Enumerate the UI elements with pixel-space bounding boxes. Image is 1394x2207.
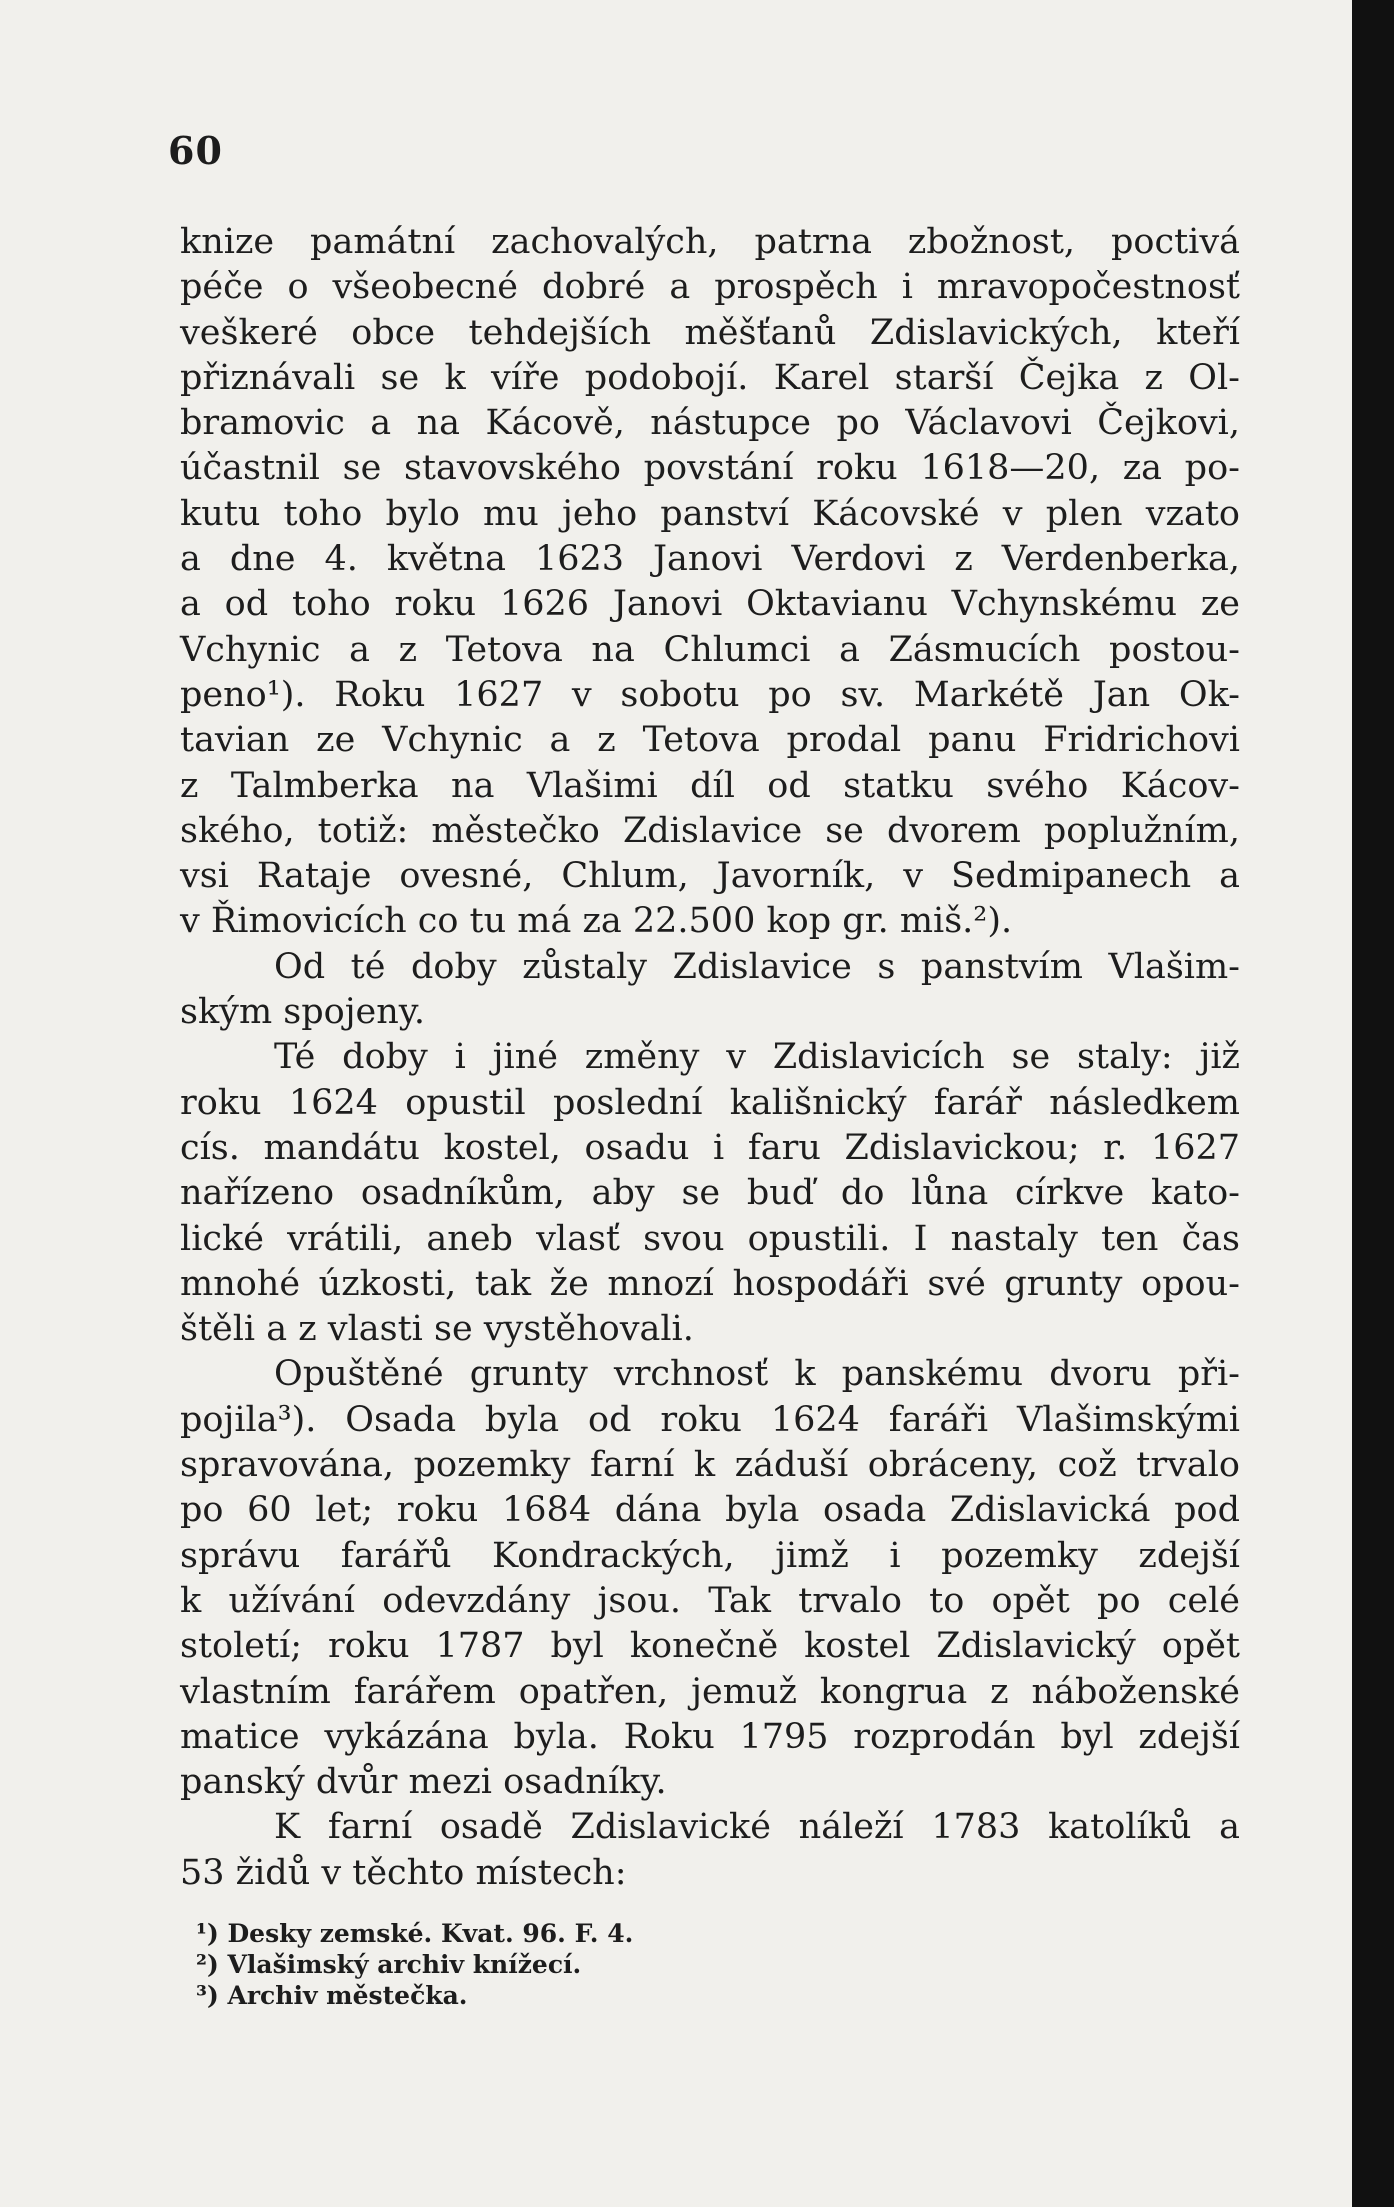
text-line: a od toho roku 1626 Janovi Oktavianu Vchynskému ze	[180, 584, 1240, 625]
text-line: Od té doby zůstaly Zdislavice s panstvím Vlašim-	[274, 946, 1240, 987]
footnote: ¹) Desky zemské. Kvat. 96. F. 4.	[196, 1919, 634, 1948]
text-line: z Talmberka na Vlašimi díl od statku svého Kácov-	[180, 765, 1240, 806]
text-line: lické vrátili, aneb vlasť svou opustili. I nastaly ten čas	[180, 1218, 1240, 1259]
text-line: vsi Rataje ovesné, Chlum, Javorník, v Sedmipanech a	[180, 856, 1240, 897]
text-line: správu farářů Kondrackých, jimž i pozemky zdejší	[180, 1535, 1240, 1576]
text-line: přiznávali se k víře podobojí. Karel starší Čejka z Ol-	[180, 357, 1240, 398]
text-line: veškeré obce tehdejších měšťanů Zdislavických, kteří	[180, 312, 1240, 353]
body-text	[180, 220, 1240, 1896]
text-line: století; roku 1787 byl konečně kostel Zdislavický opět	[180, 1626, 1240, 1667]
text-line: účastnil se stavovského povstání roku 1618—20, za po-	[180, 448, 1240, 489]
text-line: pojila³). Osada byla od roku 1624 faráři Vlašimskými	[180, 1399, 1240, 1440]
text-line: 53 židů v těchto místech:	[180, 1852, 627, 1893]
footnote: ²) Vlašimský archiv knížecí.	[196, 1950, 582, 1979]
text-line: vlastním farářem opatřen, jemuž kongrua z náboženské	[180, 1671, 1240, 1712]
text-line: po 60 let; roku 1684 dána byla osada Zdislavická pod	[180, 1490, 1240, 1531]
text-line: spravována, pozemky farní k záduší obráceny, což trvalo	[180, 1445, 1240, 1486]
text-line: k užívání odevzdány jsou. Tak trvalo to opět po celé	[180, 1580, 1240, 1621]
text-line: cís. mandátu kostel, osadu i faru Zdislavickou; r. 1627	[180, 1127, 1240, 1168]
footnotes	[196, 1918, 896, 2011]
text-line: knize památní zachovalých, patrna zbožnost, poctivá	[180, 222, 1240, 262]
footnote: ³) Archiv městečka.	[196, 1981, 468, 2010]
text-line: ského, totiž: městečko Zdislavice se dvorem poplužním,	[180, 810, 1240, 851]
scan-edge	[1352, 0, 1394, 2207]
text-line: tavian ze Vchynic a z Tetova prodal panu Fridrichovi	[180, 720, 1240, 761]
text-line: bramovic a na Kácově, nástupce po Václavovi Čejkovi,	[180, 403, 1240, 444]
text-line: kutu toho bylo mu jeho panství Kácovské v plen vzato	[180, 493, 1240, 534]
text-line: štěli a z vlasti se vystěhovali.	[180, 1309, 694, 1350]
page-number: 60	[168, 128, 223, 173]
text-line: Opuštěné grunty vrchnosť k panskému dvoru při-	[274, 1354, 1240, 1395]
text-line: Té doby i jiné změny v Zdislavicích se staly: již	[274, 1037, 1240, 1078]
text-line: péče o všeobecné dobré a prospěch i mravopočestnosť	[180, 267, 1240, 308]
text-line: K farní osadě Zdislavické náleží 1783 katolíků a	[274, 1807, 1240, 1848]
text-line: matice vykázána byla. Roku 1795 rozprodán byl zdejší	[180, 1716, 1240, 1757]
text-line: mnohé úzkosti, tak že mnozí hospodáři své grunty opou-	[180, 1263, 1240, 1304]
text-line: ským spojeny.	[180, 992, 426, 1033]
text-line: peno¹). Roku 1627 v sobotu po sv. Markétě Jan Ok-	[180, 674, 1240, 715]
text-line: v Řimovicích co tu má za 22.500 kop gr. miš.²).	[180, 901, 1013, 942]
text-line: roku 1624 opustil poslední kališnický farář následkem	[180, 1082, 1240, 1123]
text-line: panský dvůr mezi osadníky.	[180, 1762, 667, 1803]
text-line: a dne 4. května 1623 Janovi Verdovi z Verdenberka,	[180, 539, 1240, 580]
text-line: nařízeno osadníkům, aby se buď do lůna církve kato-	[180, 1173, 1240, 1214]
text-line: Vchynic a z Tetova na Chlumci a Zásmucích postou-	[180, 629, 1240, 670]
